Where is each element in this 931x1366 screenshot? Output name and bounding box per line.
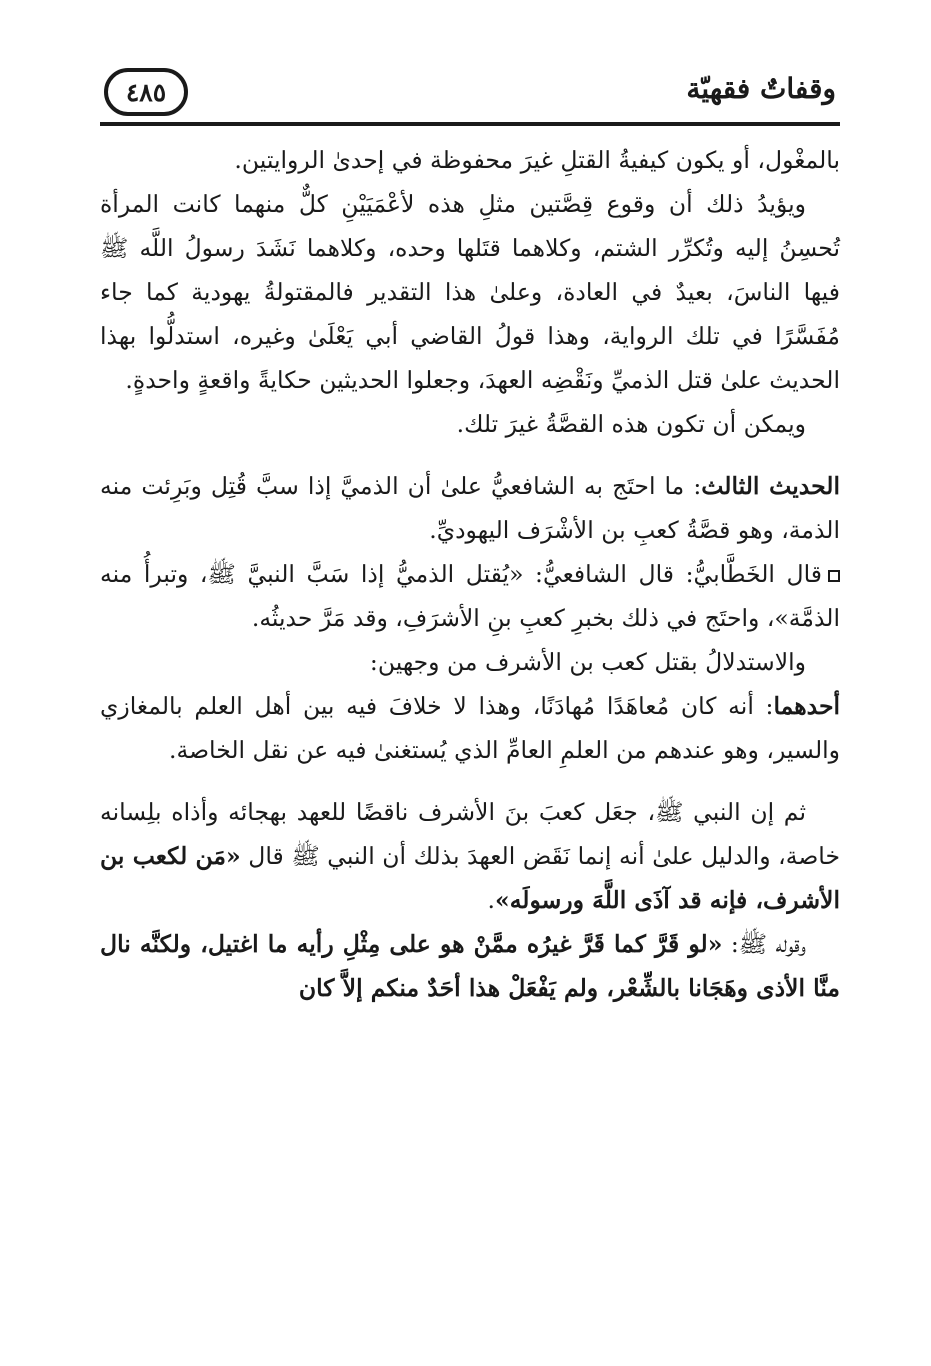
square-icon xyxy=(828,570,840,582)
paragraph-text: ثم إن النبي ﷺ، جعَل كعبَ بنَ الأشرف ناقضًا للعهد بهجائه وأذاه بلِسانه خاصة، والدليل علىٰ أنه إنما نَقَض العهدَ بذلك أن النبي ﷺ قال xyxy=(100,798,840,870)
page-number: ٤٨٥ xyxy=(104,68,188,116)
paragraph-text: بالمغْول، أو يكون كيفيةُ القتلِ غيرَ محفوظة في إحدىٰ الروايتين. xyxy=(234,146,840,174)
paragraph-6 xyxy=(100,640,840,684)
section-heading: أحدهما xyxy=(773,692,840,720)
page-header xyxy=(100,62,840,126)
paragraph-end: . xyxy=(487,886,496,914)
paragraph-text: ويمكن أن تكون هذه القصَّةُ غيرَ تلك. xyxy=(456,410,806,438)
paragraph-text: : ما احتَج به الشافعيُّ علىٰ أن الذميَّ إذا سبَّ قُتِل وبَرِئت منه الذمة، وهو قصَّةُ كعبِ بن الأشْرَف اليهوديِّ. xyxy=(100,472,840,544)
paragraph-4 xyxy=(100,464,840,552)
header-rule xyxy=(100,122,840,126)
hadith-quote: «لو قَرَّ كما قَرَّ غيرُه ممَّنْ هو على مِثْلِ رأيه ما اغتيل، ولكنَّه نال منَّا الأذى وهَجَانا بالشِّعْر، ولم يَفْعَلْ هذا أحَدٌ منكم إلاَّ كان xyxy=(100,930,840,1002)
hadith-quote: «مَن لكعب بن الأشرف، فإنه قد آذَى اللَّهَ ورسولَه» xyxy=(100,842,840,914)
paragraph-text: وقوله ﷺ: xyxy=(730,930,806,958)
paragraph-text: والاستدلالُ بقتل كعب بن الأشرف من وجهين: xyxy=(369,648,806,676)
paragraph-8 xyxy=(100,790,840,922)
section-heading: الحديث الثالث xyxy=(701,472,840,500)
paragraph-text: قال الخَطَّابيُّ: قال الشافعيُّ: «يُقتل الذميُّ إذا سَبَّ النبيَّ ﷺ، وتبرأُ منه الذمَّة»، واحتَج في ذلك بخبرِ كعبِ بنِ الأشرَفِ، وقد مَرَّ حديثُه. xyxy=(100,560,840,632)
running-title: وقفاتٌ فقهيّة xyxy=(686,72,836,105)
paragraph-7 xyxy=(100,684,840,772)
paragraph-3 xyxy=(100,402,840,446)
paragraph-2 xyxy=(100,182,840,402)
paragraph-1 xyxy=(100,138,840,182)
paragraph-text: : أنه كان مُعاهَدًا مُهادَنًا، وهذا لا خلافَ فيه بين أهل العلم بالمغازي والسير، وهو عندهم من العلمِ العامِّ الذي يُستغنىٰ فيه عن نقل الخاصة. xyxy=(100,692,840,764)
body-text xyxy=(100,138,840,1010)
paragraph-text: ويؤيدُ ذلك أن وقوع قِصَّتين مثلِ هذه لأعْمَيَيْنِ كلٌّ منهما كانت المرأة تُحسِنُ إليه وتُكرِّر الشتم، وكلاهما قتَلها وحده، وكلاهما نَشَدَ رسولُ اللَّه ﷺ فيها الناسَ، بعيدٌ في العادة، وعلىٰ هذا التقدير فالمقتولةُ يهودية كما جاء مُفَسَّرًا في تلك الرواية، وهذا قولُ القاضي أبي يَعْلَىٰ وغيره، استدلُّوا بهذا الحديث علىٰ قتل الذميِّ ونَقْضِه العهدَ، وجعلوا الحديثين حكايةً واقعةٍ واحدةٍ. xyxy=(100,190,840,394)
paragraph-5 xyxy=(100,552,840,640)
paragraph-9 xyxy=(100,922,840,1010)
